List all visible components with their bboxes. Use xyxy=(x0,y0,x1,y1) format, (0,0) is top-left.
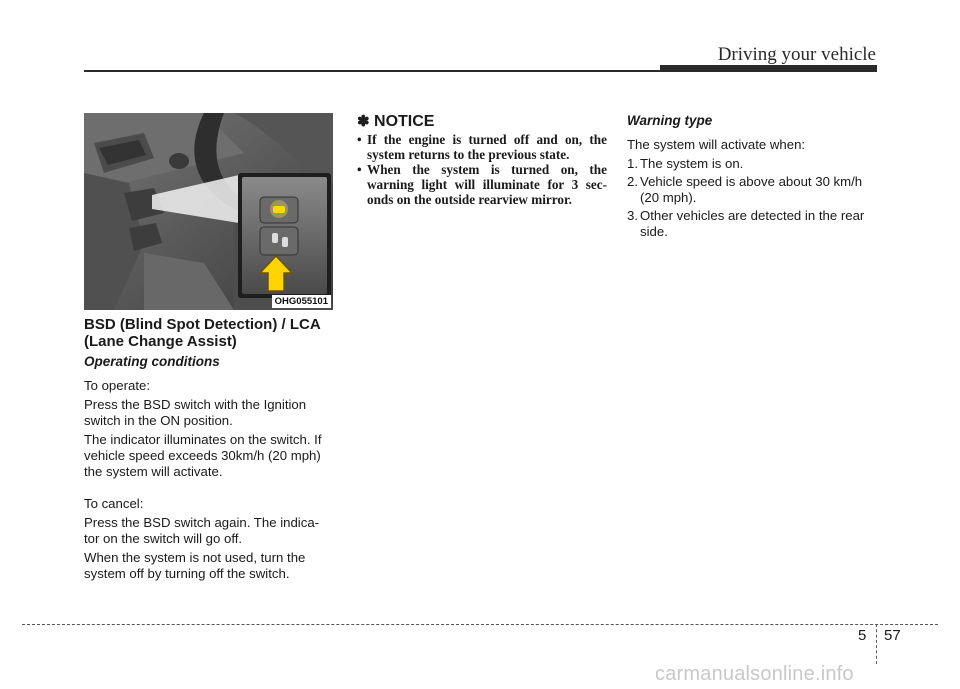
header-rule xyxy=(84,70,664,72)
cancel-paragraph-2: When the system is not used, turn the system off by turning off the switch. xyxy=(84,550,306,581)
bsd-section xyxy=(84,316,334,585)
list-item: 1. The system is on. xyxy=(627,156,744,171)
warning-type-heading: Warning type xyxy=(627,113,713,128)
operating-conditions-heading: Operating conditions xyxy=(84,354,220,369)
section-title-line2: (Lane Change Assist) xyxy=(84,333,237,350)
to-cancel-label: To cancel: xyxy=(84,496,144,511)
list-item: 2. Vehicle speed is above about 30 km/h (20 mph). xyxy=(627,174,863,205)
notice-list xyxy=(357,132,607,207)
warning-type-section xyxy=(627,113,879,242)
operate-paragraph-1: Press the BSD switch with the Ignition switch in the ON position. xyxy=(84,397,307,428)
cancel-paragraph-1: Press the BSD switch again. The indica-tor on the switch will go off. xyxy=(84,515,320,546)
to-operate-label: To operate: xyxy=(84,378,150,393)
operate-paragraph-2: The indicator illuminates on the switch. If vehicle speed exceeds 30km/h (20 mph) the system will activate. xyxy=(84,432,322,479)
notice-item: • If the engine is turned off and on, the system returns to the previous state. xyxy=(357,132,607,162)
activation-conditions-list xyxy=(627,156,879,240)
footer-rule xyxy=(22,624,938,625)
watermark: carmanualsonline.info xyxy=(655,663,854,685)
figure-code: OHG055101 xyxy=(272,295,331,308)
header-rule-accent xyxy=(660,65,877,72)
notice-heading xyxy=(357,113,607,131)
section-title-line1: BSD (Blind Spot Detection) / LCA xyxy=(84,316,321,333)
chapter-number: 5 xyxy=(858,627,867,644)
header-title: Driving your vehicle xyxy=(717,44,876,65)
notice-item: • When the system is turned on, the warning light will illuminate for 3 sec-onds on the outside rearview mirror. xyxy=(357,162,607,207)
list-item: 3. Other vehicles are detected in the rear side. xyxy=(627,208,865,239)
footer-divider xyxy=(876,624,877,664)
warning-intro: The system will activate when: xyxy=(627,137,806,152)
notice-box xyxy=(357,113,607,207)
notice-title: NOTICE xyxy=(374,113,435,130)
page-number: 57 xyxy=(884,627,901,644)
dashboard-illustration xyxy=(84,113,333,310)
notice-asterisk-icon: ✽ xyxy=(357,113,370,130)
